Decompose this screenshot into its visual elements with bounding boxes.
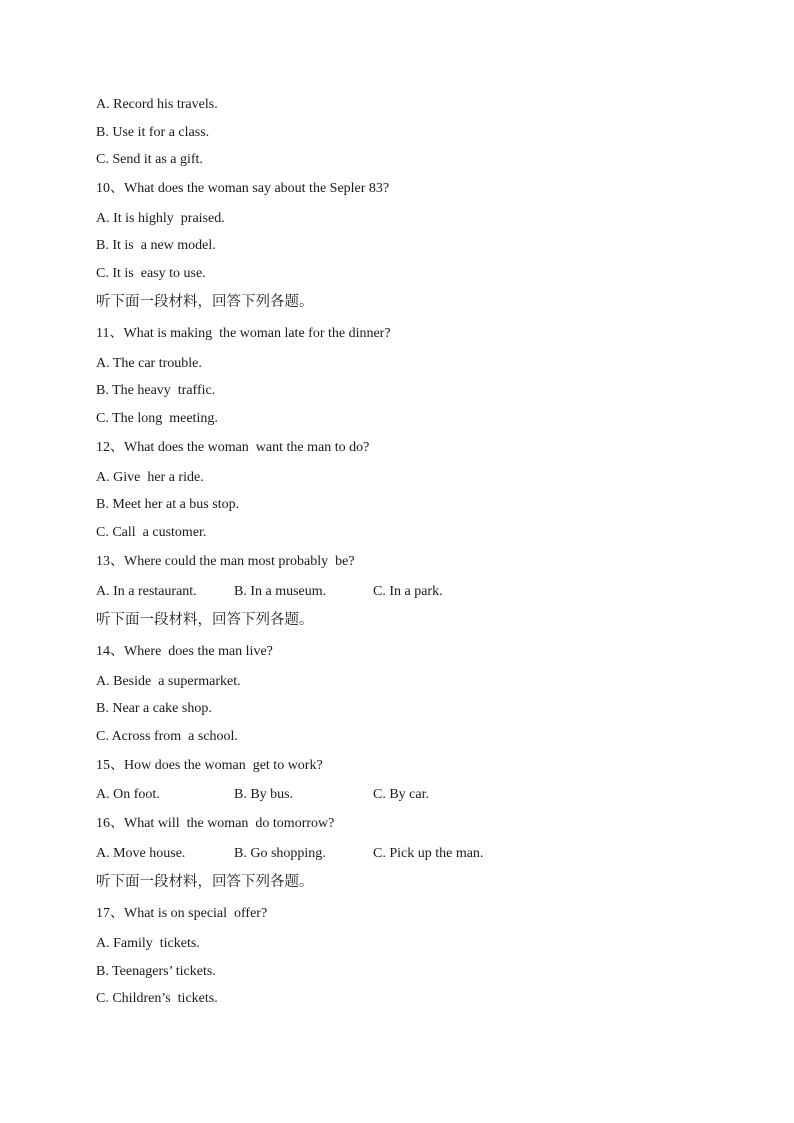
q17-option-b: B. Teenagers’ tickets. xyxy=(96,964,216,979)
q11-option-a: A. The car trouble. xyxy=(96,356,202,371)
q10-option-b: B. It is a new model. xyxy=(96,238,216,253)
q10-option-a: A. It is highly praised. xyxy=(96,211,225,226)
q16-option-c: C. Pick up the man. xyxy=(373,846,484,861)
q17-option-a: A. Family tickets. xyxy=(96,936,200,951)
q16-option-b: B. Go shopping. xyxy=(234,846,326,861)
q15-option-a: A. On foot. xyxy=(96,787,160,802)
q17-option-c: C. Children’s tickets. xyxy=(96,991,218,1006)
question-15: 15、How does the woman get to work? xyxy=(96,758,323,773)
q14-option-a: A. Beside a supermarket. xyxy=(96,674,241,689)
question-16: 16、What will the woman do tomorrow? xyxy=(96,816,335,831)
q15-option-b: B. By bus. xyxy=(234,787,294,802)
q13-option-c: C. In a park. xyxy=(373,584,443,599)
question-10: 10、What does the woman say about the Sepler 83? xyxy=(96,181,390,196)
question-14: 14、Where does the man live? xyxy=(96,644,273,659)
q14-option-b: B. Near a cake shop. xyxy=(96,701,212,716)
q13-option-b: B. In a museum. xyxy=(234,584,327,599)
q15-option-c: C. By car. xyxy=(373,787,429,802)
question-12: 12、What does the woman want the man to do? xyxy=(96,440,370,455)
q16-option-a: A. Move house. xyxy=(96,846,186,861)
question-11: 11、What is making the woman late for the dinner? xyxy=(96,326,391,341)
q9-option-c: C. Send it as a gift. xyxy=(96,152,203,167)
question-13: 13、Where could the man most probably be? xyxy=(96,554,355,569)
section-instruction: 听下面一段材料，回答下列各题。 xyxy=(96,294,314,310)
q9-option-b: B. Use it for a class. xyxy=(96,125,210,140)
q11-option-b: B. The heavy traffic. xyxy=(96,383,216,398)
q9-option-a: A. Record his travels. xyxy=(96,97,218,112)
q12-option-c: C. Call a customer. xyxy=(96,525,207,540)
q11-option-c: C. The long meeting. xyxy=(96,411,218,426)
q12-option-b: B. Meet her at a bus stop. xyxy=(96,497,240,512)
q12-option-a: A. Give her a ride. xyxy=(96,470,204,485)
question-17: 17、What is on special offer? xyxy=(96,906,268,921)
q14-option-c: C. Across from a school. xyxy=(96,729,238,744)
q13-option-a: A. In a restaurant. xyxy=(96,584,197,599)
section-instruction: 听下面一段材料，回答下列各题。 xyxy=(96,612,314,628)
q10-option-c: C. It is easy to use. xyxy=(96,266,206,281)
section-instruction: 听下面一段材料，回答下列各题。 xyxy=(96,874,314,890)
